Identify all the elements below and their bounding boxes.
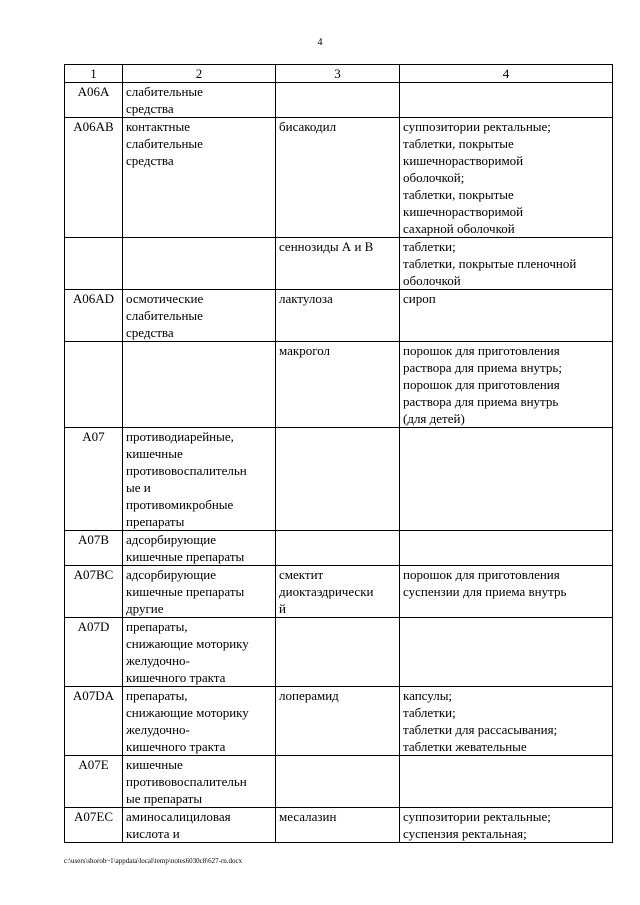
drug-cell <box>276 756 400 808</box>
atc-code-cell: A07DA <box>65 687 123 756</box>
drug-cell <box>276 531 400 566</box>
drug-cell <box>276 428 400 531</box>
footer-file-path: c:\users\shorob~1\appdata\local\temp\notes6030c8\627-rn.docx <box>64 857 243 865</box>
table-row <box>65 342 613 428</box>
table-row <box>65 566 613 618</box>
group-cell <box>123 342 276 428</box>
page-number: 4 <box>317 37 323 48</box>
group-cell: аминосалициловая кислота и <box>123 808 276 843</box>
table-row <box>65 428 613 531</box>
dosage-form-cell <box>400 618 613 687</box>
header-col-2: 2 <box>123 65 276 83</box>
group-cell: препараты, снижающие моторику желудочно- кишечного тракта <box>123 687 276 756</box>
drug-cell: макрогол <box>276 342 400 428</box>
atc-code-cell: A06A <box>65 83 123 118</box>
atc-code-cell <box>65 238 123 290</box>
dosage-form-cell: сироп <box>400 290 613 342</box>
table-header-row <box>65 65 613 83</box>
drug-cell: бисакодил <box>276 118 400 238</box>
header-col-1: 1 <box>65 65 123 83</box>
drug-cell <box>276 83 400 118</box>
dosage-form-cell: порошок для приготовления суспензии для приема внутрь <box>400 566 613 618</box>
drug-table <box>64 64 613 843</box>
table-row <box>65 618 613 687</box>
table-row <box>65 531 613 566</box>
dosage-form-cell <box>400 428 613 531</box>
atc-code-cell: A07BC <box>65 566 123 618</box>
header-col-4: 4 <box>400 65 613 83</box>
dosage-form-cell: капсулы; таблетки; таблетки для рассасывания; таблетки жевательные <box>400 687 613 756</box>
atc-code-cell: A06AB <box>65 118 123 238</box>
table-row <box>65 238 613 290</box>
table-row <box>65 687 613 756</box>
group-cell: адсорбирующие кишечные препараты другие <box>123 566 276 618</box>
atc-code-cell: A06AD <box>65 290 123 342</box>
dosage-form-cell <box>400 756 613 808</box>
drug-cell: смектит диоктаэдрически й <box>276 566 400 618</box>
group-cell: противодиарейные, кишечные противовоспалительн ые и противомикробные препараты <box>123 428 276 531</box>
drug-cell: лоперамид <box>276 687 400 756</box>
atc-code-cell: A07 <box>65 428 123 531</box>
table-row <box>65 118 613 238</box>
drug-cell <box>276 618 400 687</box>
header-col-3: 3 <box>276 65 400 83</box>
group-cell: препараты, снижающие моторику желудочно- кишечного тракта <box>123 618 276 687</box>
atc-code-cell <box>65 342 123 428</box>
table-row <box>65 756 613 808</box>
dosage-form-cell: суппозитории ректальные; суспензия ректальная; <box>400 808 613 843</box>
atc-code-cell: A07EC <box>65 808 123 843</box>
group-cell: кишечные противовоспалительн ые препараты <box>123 756 276 808</box>
dosage-form-cell: суппозитории ректальные; таблетки, покрытые кишечнорастворимой оболочкой; таблетки, покрытые кишечнорастворимой сахарной оболочкой <box>400 118 613 238</box>
atc-code-cell: A07B <box>65 531 123 566</box>
group-cell: слабительные средства <box>123 83 276 118</box>
atc-code-cell: A07D <box>65 618 123 687</box>
dosage-form-cell: таблетки; таблетки, покрытые пленочной оболочкой <box>400 238 613 290</box>
group-cell: осмотические слабительные средства <box>123 290 276 342</box>
table-row <box>65 83 613 118</box>
group-cell <box>123 238 276 290</box>
group-cell: контактные слабительные средства <box>123 118 276 238</box>
atc-code-cell: A07E <box>65 756 123 808</box>
table-row <box>65 290 613 342</box>
drug-cell: месалазин <box>276 808 400 843</box>
dosage-form-cell <box>400 83 613 118</box>
group-cell: адсорбирующие кишечные препараты <box>123 531 276 566</box>
drug-cell: сеннозиды А и В <box>276 238 400 290</box>
drug-cell: лактулоза <box>276 290 400 342</box>
table-row <box>65 808 613 843</box>
dosage-form-cell <box>400 531 613 566</box>
dosage-form-cell: порошок для приготовления раствора для приема внутрь; порошок для приготовления раствора для приема внутрь (для детей) <box>400 342 613 428</box>
